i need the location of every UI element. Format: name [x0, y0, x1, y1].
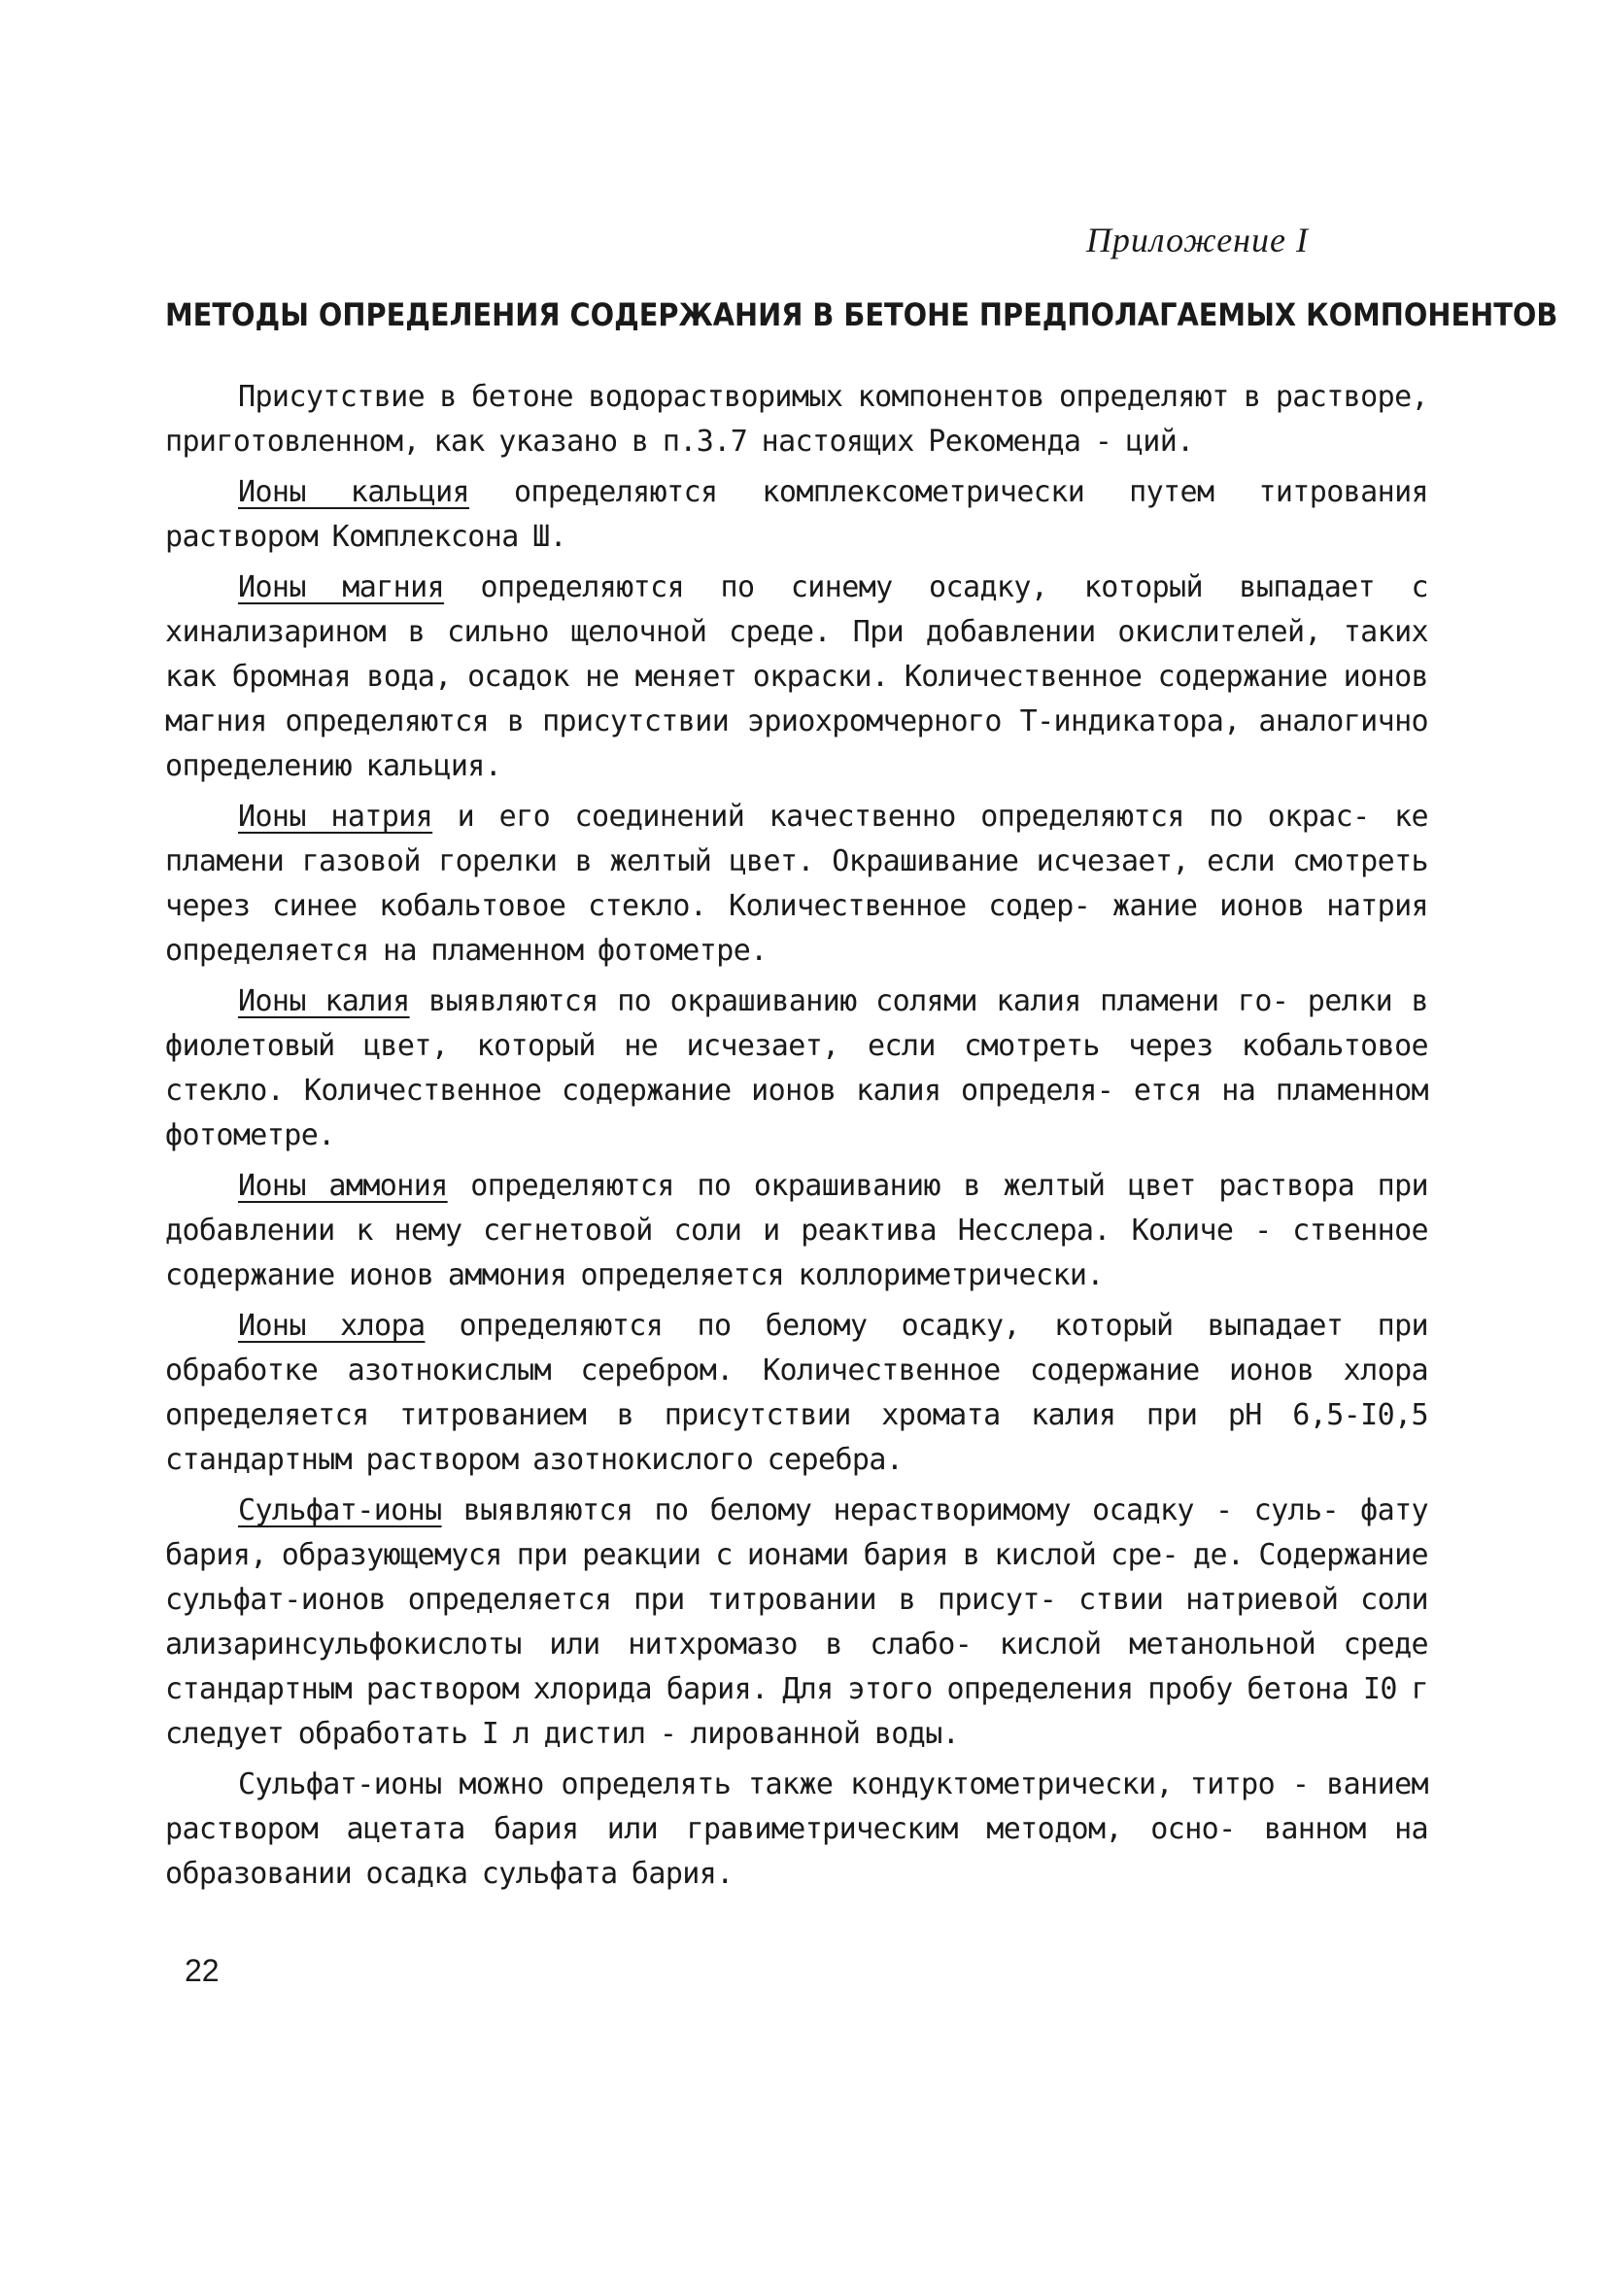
paragraph-text: выявляются по белому нерастворимому осадку - суль- фату бария, образующемуся при реакции с ионами бария в кислой сре- де. Содержание сульфат-ионов определяется при титровании в присут- ствии натриевой соли ализаринсульфокислоты или нитхромазо в слабо- кислой метанольной среде стандартным раствором хлорида бария. Для этого определения пробу бетона I0 г следует обработать I л дистил - лированной воды. [165, 1493, 1428, 1751]
paragraph-intro [165, 375, 1428, 464]
term-ammonium-ions: Ионы аммония [238, 1169, 448, 1203]
term-sodium-ions: Ионы натрия [238, 800, 433, 834]
term-potassium-ions: Ионы калия [238, 984, 410, 1018]
paragraph-chlorine [165, 1304, 1428, 1483]
paragraph-text: определяются по окрашиванию в желтый цвет раствора при добавлении к нему сегнетовой соли и реактива Несслера. Количе - ственное содержание ионов аммония определяется коллориметрически. [165, 1169, 1429, 1292]
paragraph-text: определяются по синему осадку, который выпадает с хинализарином в сильно щелочной среде. При добавлении окислителей, таких как бромная вода, осадок не меняет окраски. Количественное содержание ионов магния определяются в присутствии эриохромчерного Т-индикатора, аналогично определению кальция. [165, 570, 1429, 783]
paragraph-sodium [165, 795, 1428, 974]
term-chlorine-ions: Ионы хлора [238, 1309, 426, 1343]
paragraph-potassium [165, 979, 1428, 1158]
paragraph-text: выявляются по окрашиванию солями калия пламени го- релки в фиолетовый цвет, который не исчезает, если смотреть через кобальтовое стекло. Количественное содержание ионов калия определя- ется на пламенном фотометре. [165, 984, 1428, 1152]
paragraph-text: Сульфат-ионы можно определять также кондуктометрически, титро - ванием раствором ацетата бария или гравиметрическим методом, осно- ванном на образовании осадка сульфата бария. [165, 1767, 1428, 1891]
body-text [165, 375, 1428, 1902]
paragraph-sulfate-methods [165, 1763, 1428, 1897]
paragraph-text: Присутствие в бетоне водорастворимых компонентов определяют в растворе, приготовленном, как указано в п.3.7 настоящих Рекоменда - ций. [165, 380, 1428, 459]
term-calcium-ions: Ионы кальция [238, 475, 470, 509]
paragraph-text: определяются комплексометрически путем титрования раствором Комплексона Ш. [165, 475, 1428, 554]
term-magnesium-ions: Ионы магния [238, 570, 445, 604]
paragraph-magnesium [165, 565, 1428, 789]
document-title: МЕТОДЫ ОПРЕДЕЛЕНИЯ СОДЕРЖАНИЯ В БЕТОНЕ ПРЕДПОЛАГАЕМЫХ КОМПОНЕНТОВ [165, 296, 1558, 333]
paragraph-ammonium [165, 1164, 1428, 1298]
paragraph-sulfate [165, 1489, 1428, 1757]
page-number: 22 [185, 1953, 220, 1988]
paragraph-text: и его соединений качественно определяются по окрас- ке пламени газовой горелки в желтый цвет. Окрашивание исчезает, если смотреть через синее кобальтовое стекло. Количественное содер- жание ионов натрия определяется на пламенном фотометре. [165, 800, 1428, 968]
paragraph-text: определяются по белому осадку, который выпадает при обработке азотнокислым серебром. Количественное содержание ионов хлора определяется титрованием в присутствии хромата калия при pH 6,5-I0,5 стандартным раствором азотнокислого серебра. [165, 1309, 1428, 1477]
appendix-label: Приложение I [1085, 221, 1309, 259]
paragraph-calcium [165, 470, 1428, 560]
term-sulfate-ions: Сульфат-ионы [238, 1493, 442, 1527]
